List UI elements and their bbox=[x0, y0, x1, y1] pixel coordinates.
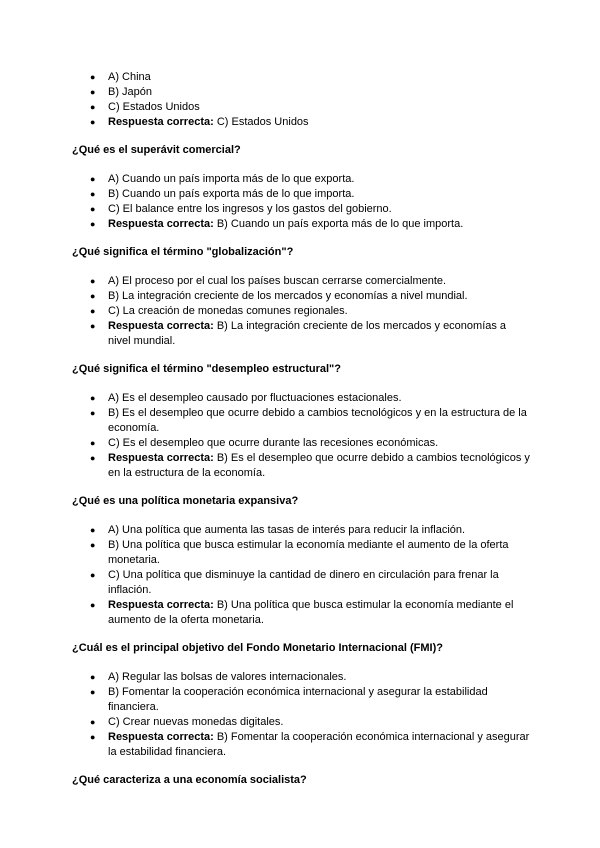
answer-text: B) Cuando un país exporta más de lo que importa. bbox=[216, 218, 464, 230]
bullet-icon: ● bbox=[90, 717, 96, 727]
answer-label: Respuesta correcta: bbox=[108, 731, 214, 743]
bullet-icon: ● bbox=[90, 453, 96, 463]
question-heading: ¿Qué es una política monetaria expansiva? bbox=[72, 495, 299, 507]
option-item: ● A) Una política que aumenta las tasas de interés para reducir la inflación. bbox=[90, 524, 466, 536]
bullet-icon: ● bbox=[90, 72, 96, 82]
option-item: ● C) Una política que disminuye la cantidad de dinero en circulación para frenar la inflación. bbox=[90, 569, 499, 596]
answer-label: Respuesta correcta: bbox=[108, 116, 214, 128]
answer-item bbox=[72, 217, 530, 232]
answer-text: B) La integración creciente de los mercados y economías a nivel mundial. bbox=[108, 320, 507, 347]
answer-label: Respuesta correcta: bbox=[108, 599, 214, 611]
question-heading: ¿Qué significa el término "globalización"? bbox=[72, 246, 294, 258]
question-block bbox=[72, 773, 530, 788]
option-item: ● B) La integración creciente de los mercados y economías a nivel mundial. bbox=[90, 290, 468, 302]
answer-text: C) Estados Unidos bbox=[216, 116, 309, 128]
option-item: ● A) Regular las bolsas de valores internacionales. bbox=[90, 671, 347, 683]
answer-label: Respuesta correcta: bbox=[108, 452, 214, 464]
question-block bbox=[72, 70, 530, 130]
question-block bbox=[72, 494, 530, 628]
option-item: ● B) Es el desempleo que ocurre debido a cambios tecnológicos y en la estructura de la economía. bbox=[90, 407, 527, 434]
bullet-icon: ● bbox=[90, 525, 96, 535]
question-heading: ¿Qué es el superávit comercial? bbox=[72, 144, 241, 156]
answer-label: Respuesta correcta: bbox=[108, 320, 214, 332]
bullet-icon: ● bbox=[90, 540, 96, 550]
bullet-icon: ● bbox=[90, 393, 96, 403]
question-block bbox=[72, 641, 530, 760]
bullet-icon: ● bbox=[90, 189, 96, 199]
option-item: ● A) China bbox=[90, 71, 151, 83]
bullet-icon: ● bbox=[90, 291, 96, 301]
option-list bbox=[72, 523, 530, 628]
option-item: ● A) El proceso por el cual los países buscan cerrarse comercialmente. bbox=[90, 275, 447, 287]
option-item: ● B) Fomentar la cooperación económica internacional y asegurar la estabilidad financiera. bbox=[90, 686, 488, 713]
answer-item bbox=[72, 730, 530, 760]
option-list bbox=[72, 391, 530, 481]
bullet-icon: ● bbox=[90, 276, 96, 286]
bullet-icon: ● bbox=[90, 174, 96, 184]
option-list bbox=[72, 70, 530, 130]
option-item: ● B) Cuando un país exporta más de lo que importa. bbox=[90, 188, 355, 200]
bullet-icon: ● bbox=[90, 438, 96, 448]
bullet-icon: ● bbox=[90, 570, 96, 580]
bullet-icon: ● bbox=[90, 600, 96, 610]
bullet-icon: ● bbox=[90, 321, 96, 331]
option-item: ● B) Japón bbox=[90, 86, 153, 98]
bullet-icon: ● bbox=[90, 672, 96, 682]
option-item: ● C) Estados Unidos bbox=[90, 101, 200, 113]
answer-item bbox=[72, 115, 530, 130]
bullet-icon: ● bbox=[90, 87, 96, 97]
answer-item bbox=[72, 598, 530, 628]
option-list bbox=[72, 172, 530, 232]
answer-text: B) Es el desempleo que ocurre debido a cambios tecnológicos y en la estructura de la economía. bbox=[108, 452, 530, 479]
option-item: ● B) Una política que busca estimular la economía mediante el aumento de la oferta monetaria. bbox=[90, 539, 509, 566]
question-heading: ¿Qué caracteriza a una economía socialista? bbox=[72, 774, 307, 786]
option-item: ● C) El balance entre los ingresos y los gastos del gobierno. bbox=[90, 203, 392, 215]
option-list bbox=[72, 274, 530, 349]
option-item: ● C) Crear nuevas monedas digitales. bbox=[90, 716, 284, 728]
bullet-icon: ● bbox=[90, 204, 96, 214]
option-list bbox=[72, 670, 530, 760]
option-item: ● A) Cuando un país importa más de lo que exporta. bbox=[90, 173, 355, 185]
answer-item bbox=[72, 319, 530, 349]
question-heading: ¿Qué significa el término "desempleo estructural"? bbox=[72, 363, 341, 375]
bullet-icon: ● bbox=[90, 306, 96, 316]
answer-label: Respuesta correcta: bbox=[108, 218, 214, 230]
bullet-icon: ● bbox=[90, 687, 96, 697]
question-block bbox=[72, 245, 530, 349]
bullet-icon: ● bbox=[90, 219, 96, 229]
question-block bbox=[72, 143, 530, 232]
bullet-icon: ● bbox=[90, 102, 96, 112]
answer-item bbox=[72, 451, 530, 481]
option-item: ● C) Es el desempleo que ocurre durante las recesiones económicas. bbox=[90, 437, 439, 449]
bullet-icon: ● bbox=[90, 117, 96, 127]
question-heading: ¿Cuál es el principal objetivo del Fondo Monetario Internacional (FMI)? bbox=[72, 642, 443, 654]
question-block bbox=[72, 362, 530, 481]
answer-text: B) Fomentar la cooperación económica internacional y asegurar la estabilidad financiera. bbox=[108, 731, 530, 758]
option-item: ● C) La creación de monedas comunes regionales. bbox=[90, 305, 348, 317]
bullet-icon: ● bbox=[90, 408, 96, 418]
bullet-icon: ● bbox=[90, 732, 96, 742]
document-body bbox=[72, 70, 530, 802]
option-item: ● A) Es el desempleo causado por fluctuaciones estacionales. bbox=[90, 392, 402, 404]
answer-text: B) Una política que busca estimular la economía mediante el aumento de la oferta monetaria. bbox=[108, 599, 514, 626]
